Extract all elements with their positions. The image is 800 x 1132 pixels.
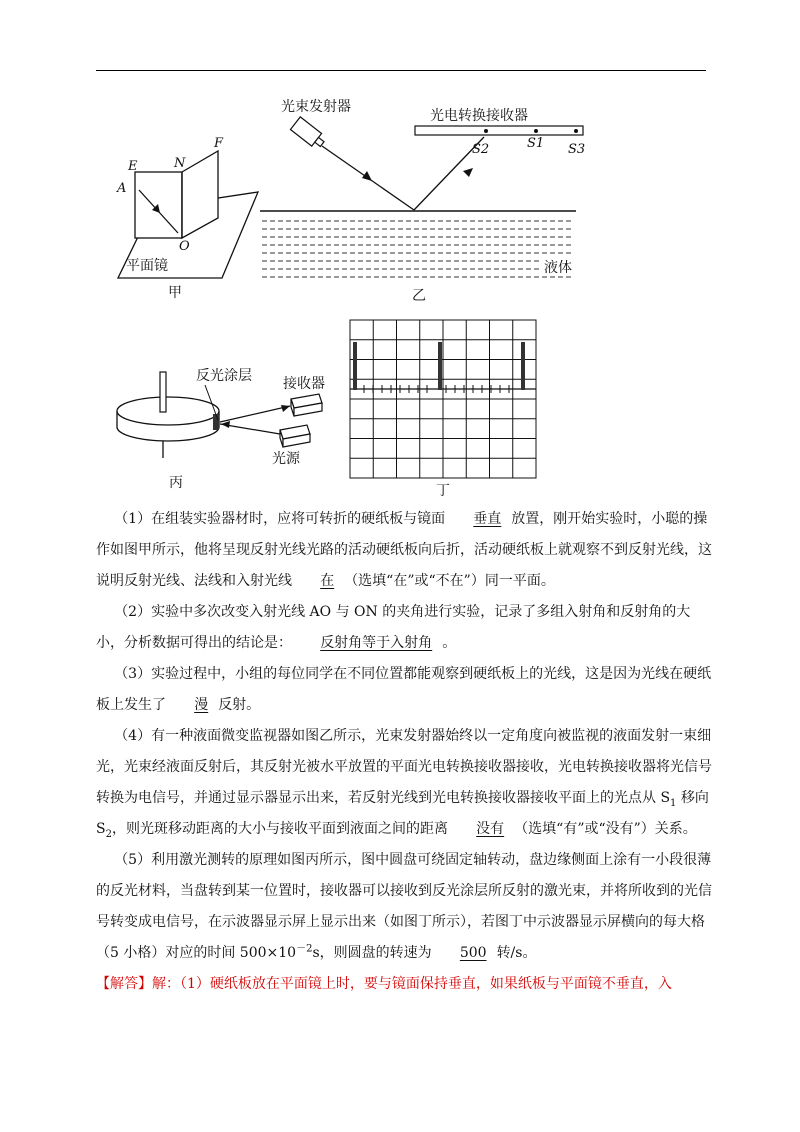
axle-top	[160, 372, 166, 412]
reflected-laser	[220, 406, 290, 422]
label-s2: S2	[472, 142, 490, 157]
liquid-body	[262, 221, 572, 277]
q5-text-b: s，则圆盘的转速为	[312, 945, 432, 961]
reflected-beam	[414, 137, 484, 210]
q5-text-c: 转/s。	[496, 945, 537, 961]
disk-top	[117, 397, 219, 425]
solution-text: 解：（1）硬纸板放在平面镜上时，要与镜面保持垂直，如果纸板与平面镜不垂直，入	[152, 976, 672, 992]
emitter-icon	[290, 117, 327, 151]
q1-text-a: （1）在组装实验器材时，应将可转折的硬纸板与镜面	[114, 511, 446, 527]
figure-yi	[260, 98, 585, 304]
q4-sub-1: 1	[670, 797, 677, 809]
questions	[96, 504, 716, 1000]
label-bing-receiver: 接收器	[283, 376, 325, 392]
point-s1	[534, 129, 538, 133]
q5-text-a: （5）利用激光测转的原理如图丙所示，图中圆盘可绕固定轴转动，盘边缘侧面上涂有一小段很薄的反光材料，当盘转到某一位置时，接收器可以接收到反光涂层所反射的激光束，并将所收到的光信号转变成电信号，在示波器显示屏上显示出来（如图丁所示），若图丁中示波器显示屏横向的每大格（5 小格）对应的时间 500×10	[96, 852, 712, 961]
q2-text-a: （2）实验中多次改变入射光线 AO 与 ON 的夹角进行实验，记录了多组入射角和反射角的大小，分析数据可得出的结论是：	[96, 604, 691, 651]
question-2	[96, 597, 716, 659]
cardboard-right	[182, 151, 218, 238]
caption-bing: 丙	[169, 475, 183, 491]
q2-text-b: 。	[442, 635, 457, 651]
q3-answer: 漫	[194, 697, 209, 713]
label-emitter: 光束发射器	[281, 99, 351, 115]
figure-jia	[116, 136, 258, 301]
label-E: E	[128, 159, 138, 174]
q1-text-b: 放置，刚开始实验时，小聪的操作如图甲所示，他将呈现反射光线光路的活动硬纸板向后折，活动硬纸板上就观察不到反射光线，这说明反射光线、法线和入射光线	[96, 511, 712, 589]
q4-text-c: （选填“有”或“没有”）关系。	[514, 821, 697, 837]
q4-answer: 没有	[476, 821, 505, 837]
q4-text-mid: 移向 S	[96, 790, 709, 837]
q5-answer: 500	[459, 945, 487, 961]
question-4	[96, 721, 716, 845]
label-receiver: 光电转换接收器	[430, 108, 528, 124]
point-s3	[574, 129, 578, 133]
solution-tag: 【解答】	[96, 976, 152, 992]
q3-text-a: （3）实验过程中，小组的每位同学在不同位置都能观察到硬纸板上的光线，这是因为光线在硬纸板上发生了	[96, 666, 712, 713]
q1-answer-1: 垂直	[473, 511, 502, 527]
oscilloscope-grid	[350, 320, 536, 478]
label-O: O	[179, 239, 190, 254]
pulse-1	[353, 342, 357, 390]
label-light-source: 光源	[272, 451, 300, 467]
label-F: F	[214, 136, 224, 151]
label-s3: S3	[568, 142, 586, 157]
light-source-box-icon	[280, 425, 310, 447]
caption-jia: 甲	[168, 285, 182, 301]
incident-beam-arrowhead	[362, 171, 372, 181]
receiver-box-icon	[291, 394, 322, 416]
label-liquid: 液体	[544, 260, 572, 276]
q4-sub-2: 2	[105, 828, 112, 840]
q4-text-a: （4）有一种液面微变监视器如图乙所示，光束发射器始终以一定角度向被监视的液面发射一束细光，光束经液面反射后，其反射光被水平放置的平面光电转换接收器接收，光电转换接收器将光信号转换为电信号，并通过显示器显示出来，若反射光线到光电转换接收器接收平面上的光点从 S	[96, 728, 712, 806]
figure-ding	[350, 320, 536, 499]
reflected-beam-arrowhead	[463, 168, 473, 177]
pulse-2	[438, 342, 442, 390]
pulse-3	[521, 342, 525, 390]
caption-ding: 丁	[436, 483, 450, 499]
question-1	[96, 504, 716, 597]
q4-text-b: ，则光斑移动距离的大小与接收平面到液面之间的距离	[111, 821, 448, 837]
solution	[96, 969, 716, 1000]
q1-text-c: （选填“在”或“不在”）同一平面。	[344, 573, 555, 589]
label-N: N	[174, 156, 186, 171]
label-A: A	[117, 181, 127, 196]
label-s1: S1	[527, 136, 545, 151]
cardboard-left	[135, 172, 182, 238]
label-plane-mirror: 平面镜	[126, 258, 168, 274]
q5-sup: －2	[296, 943, 313, 955]
caption-yi: 乙	[412, 288, 426, 304]
q2-answer: 反射角等于入射角	[320, 635, 433, 651]
question-3	[96, 659, 716, 721]
receiver-bar	[415, 126, 583, 135]
figures	[0, 0, 800, 500]
reflected-laser-arrowhead	[281, 405, 290, 412]
point-s2	[484, 129, 488, 133]
reflective-coating	[213, 414, 219, 430]
q3-text-b: 反射。	[218, 697, 261, 713]
q1-answer-2: 在	[320, 573, 335, 589]
question-5	[96, 845, 716, 969]
label-coating: 反光涂层	[196, 368, 252, 384]
figure-bing	[117, 367, 325, 491]
